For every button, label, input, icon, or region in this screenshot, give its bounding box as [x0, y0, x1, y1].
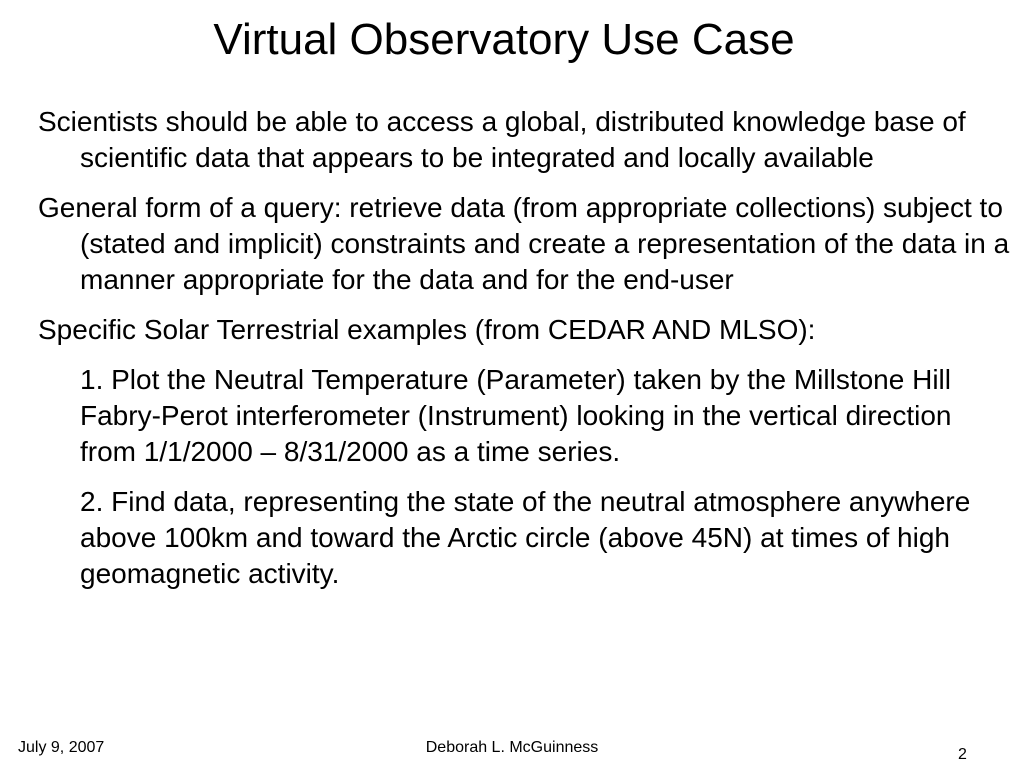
paragraph-goal: Scientists should be able to access a global, distributed knowledge base of scientific data that appears to be integrated and locally available — [38, 106, 966, 173]
paragraph-examples-heading: Specific Solar Terrestrial examples (from CEDAR AND MLSO): — [38, 314, 816, 345]
footer-date: July 9, 2007 — [18, 739, 105, 756]
slide-title: Virtual Observatory Use Case — [213, 15, 795, 64]
slide-body — [38, 104, 1013, 606]
example-item: 2. Find data, representing the state of the neutral atmosphere anywhere above 100km and toward the Arctic circle (above 45N) at times of high geomagnetic activity. — [80, 486, 971, 589]
footer-author: Deborah L. McGuinness — [425, 739, 599, 756]
example-item: 1. Plot the Neutral Temperature (Parameter) taken by the Millstone Hill Fabry-Perot interferometer (Instrument) looking in the vertical direction from 1/1/2000 – 8/31/2000 as a time series. — [80, 364, 952, 467]
page-number: 2 — [958, 746, 967, 763]
paragraph-query-form: General form of a query: retrieve data (from appropriate collections) subject to (stated and implicit) constraints and create a representation of the data in a manner appropriate for the data and for the end-user — [38, 192, 1010, 295]
